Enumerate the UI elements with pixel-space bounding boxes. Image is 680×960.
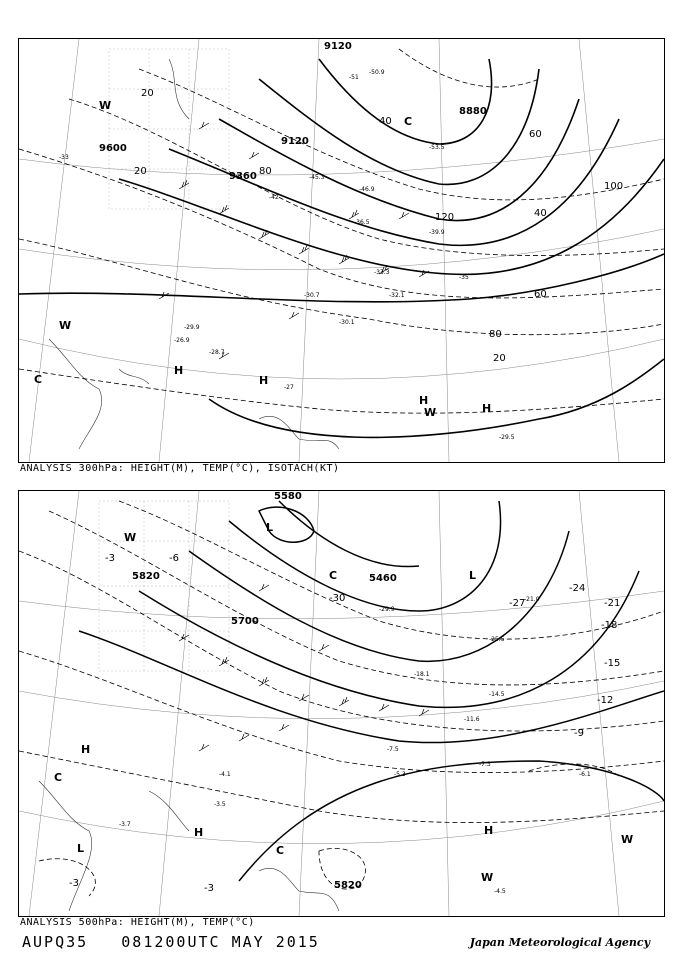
- high-marker: H: [81, 743, 91, 756]
- svg-text:-53.5: -53.5: [429, 144, 445, 151]
- isotherm-label: -3: [69, 878, 79, 889]
- high-marker: H: [194, 826, 204, 839]
- cold-marker: C: [404, 115, 413, 128]
- warm-marker: W: [621, 833, 634, 846]
- svg-text:-21.0: -21.0: [524, 596, 540, 603]
- svg-text:-32.1: -32.1: [389, 292, 405, 299]
- isotach-label: 60: [534, 289, 547, 300]
- svg-text:-7.5: -7.5: [387, 746, 399, 753]
- svg-text:-29.9: -29.9: [184, 324, 200, 331]
- low-marker: L: [266, 521, 274, 534]
- height-label: 9120: [281, 136, 309, 147]
- svg-text:-30.7: -30.7: [304, 292, 320, 299]
- height-label: 5700: [231, 616, 259, 627]
- svg-text:-3.7: -3.7: [119, 821, 131, 828]
- high-marker: H: [174, 364, 184, 377]
- isotherm-label: -27: [509, 598, 526, 609]
- height-label: 9360: [229, 171, 257, 182]
- valid-time: 081200UTC MAY 2015: [121, 933, 320, 951]
- isotherm-label: -9: [574, 728, 584, 739]
- svg-text:-4.5: -4.5: [494, 888, 506, 895]
- isotach-label: 80: [259, 166, 272, 177]
- isotherm-label: -15: [604, 658, 621, 669]
- svg-text:-39.9: -39.9: [429, 229, 445, 236]
- warm-marker: W: [99, 99, 112, 112]
- isotherm-label: -12: [597, 695, 614, 706]
- isotach-label: 60: [529, 129, 542, 140]
- svg-text:-42: -42: [269, 194, 279, 201]
- svg-text:-26.9: -26.9: [174, 337, 190, 344]
- svg-text:-46.9: -46.9: [359, 186, 375, 193]
- isotherms: [19, 49, 664, 413]
- isotach-label: 20: [134, 166, 147, 177]
- height-label: 5820: [132, 571, 160, 582]
- isotherm-label: -30: [329, 593, 346, 604]
- isotach-label: 20: [493, 353, 506, 364]
- svg-text:-3.5: -3.5: [214, 801, 226, 808]
- high-marker: H: [482, 402, 492, 415]
- warm-marker: W: [124, 531, 137, 544]
- graticule: [19, 39, 664, 462]
- height-label: 9120: [324, 41, 352, 52]
- svg-text:-35: -35: [459, 274, 469, 281]
- chart-code: AUPQ35: [22, 933, 89, 951]
- cold-marker: C: [329, 569, 338, 582]
- temperature-labels: [119, 596, 591, 895]
- isotach-label: 100: [604, 181, 624, 192]
- svg-text:-4.1: -4.1: [219, 771, 231, 778]
- svg-text:-5.3: -5.3: [394, 771, 406, 778]
- cold-marker: C: [54, 771, 63, 784]
- analysis-300hpa-map: [18, 38, 665, 463]
- analysis-500hpa-map: [18, 490, 665, 917]
- high-marker: H: [259, 374, 269, 387]
- height-label: 5820: [334, 880, 362, 891]
- svg-text:-33.3: -33.3: [374, 269, 390, 276]
- isotherm-label: -3: [204, 883, 214, 894]
- isotherm-label: -21: [604, 598, 621, 609]
- graticule: [19, 491, 664, 916]
- svg-text:-45.3: -45.3: [309, 174, 325, 181]
- svg-text:-29.5: -29.5: [499, 434, 515, 441]
- svg-text:-14.5: -14.5: [489, 691, 505, 698]
- high-marker: H: [419, 394, 429, 407]
- svg-text:-36.5: -36.5: [354, 219, 370, 226]
- svg-text:-7.3: -7.3: [479, 761, 491, 768]
- temperature-labels: [59, 69, 515, 441]
- height-label: 5580: [274, 491, 302, 502]
- svg-text:-27: -27: [284, 384, 294, 391]
- isotach-label: 80: [489, 329, 502, 340]
- cold-marker: C: [276, 844, 285, 857]
- svg-text:-6.1: -6.1: [579, 771, 591, 778]
- isotach-label: 40: [379, 116, 392, 127]
- isotherm-label: -18: [601, 620, 618, 631]
- isotherm-label: -24: [569, 583, 586, 594]
- isotach-label: 20: [141, 88, 154, 99]
- low-marker: L: [77, 842, 85, 855]
- low-marker: L: [469, 569, 477, 582]
- svg-text:-11.6: -11.6: [464, 716, 480, 723]
- agency-name: Japan Meteorological Agency: [469, 936, 650, 949]
- svg-text:-28.7: -28.7: [209, 349, 225, 356]
- map-500hpa-svg: [19, 491, 664, 916]
- isotach-label: 40: [534, 208, 547, 219]
- chart-code-line: [22, 933, 320, 951]
- svg-text:-51: -51: [349, 74, 359, 81]
- isotherm-label: -6: [169, 553, 179, 564]
- high-marker: H: [484, 824, 494, 837]
- isotach-label: 120: [435, 212, 455, 223]
- svg-text:-50.9: -50.9: [369, 69, 385, 76]
- caption-500hpa: ANALYSIS 500hPa: HEIGHT(M), TEMP(°C): [20, 917, 255, 928]
- coastline: [49, 59, 339, 449]
- height-label: 5460: [369, 573, 397, 584]
- map-300hpa-svg: [19, 39, 664, 462]
- isotherm-label: -3: [105, 553, 115, 564]
- svg-text:-33: -33: [59, 154, 69, 161]
- isotherms: [19, 501, 664, 896]
- height-label: 9600: [99, 143, 127, 154]
- svg-text:-25.5: -25.5: [489, 636, 505, 643]
- svg-text:-29.9: -29.9: [379, 606, 395, 613]
- svg-text:-30.1: -30.1: [339, 319, 355, 326]
- caption-300hpa: ANALYSIS 300hPa: HEIGHT(M), TEMP(°C), ISOTACH(KT): [20, 463, 340, 474]
- height-label: 8880: [459, 106, 487, 117]
- warm-marker: W: [424, 406, 437, 419]
- svg-text:-18.1: -18.1: [414, 671, 430, 678]
- warm-marker: W: [481, 871, 494, 884]
- cold-marker: C: [34, 373, 43, 386]
- height-contours: [79, 501, 664, 881]
- warm-marker: W: [59, 319, 72, 332]
